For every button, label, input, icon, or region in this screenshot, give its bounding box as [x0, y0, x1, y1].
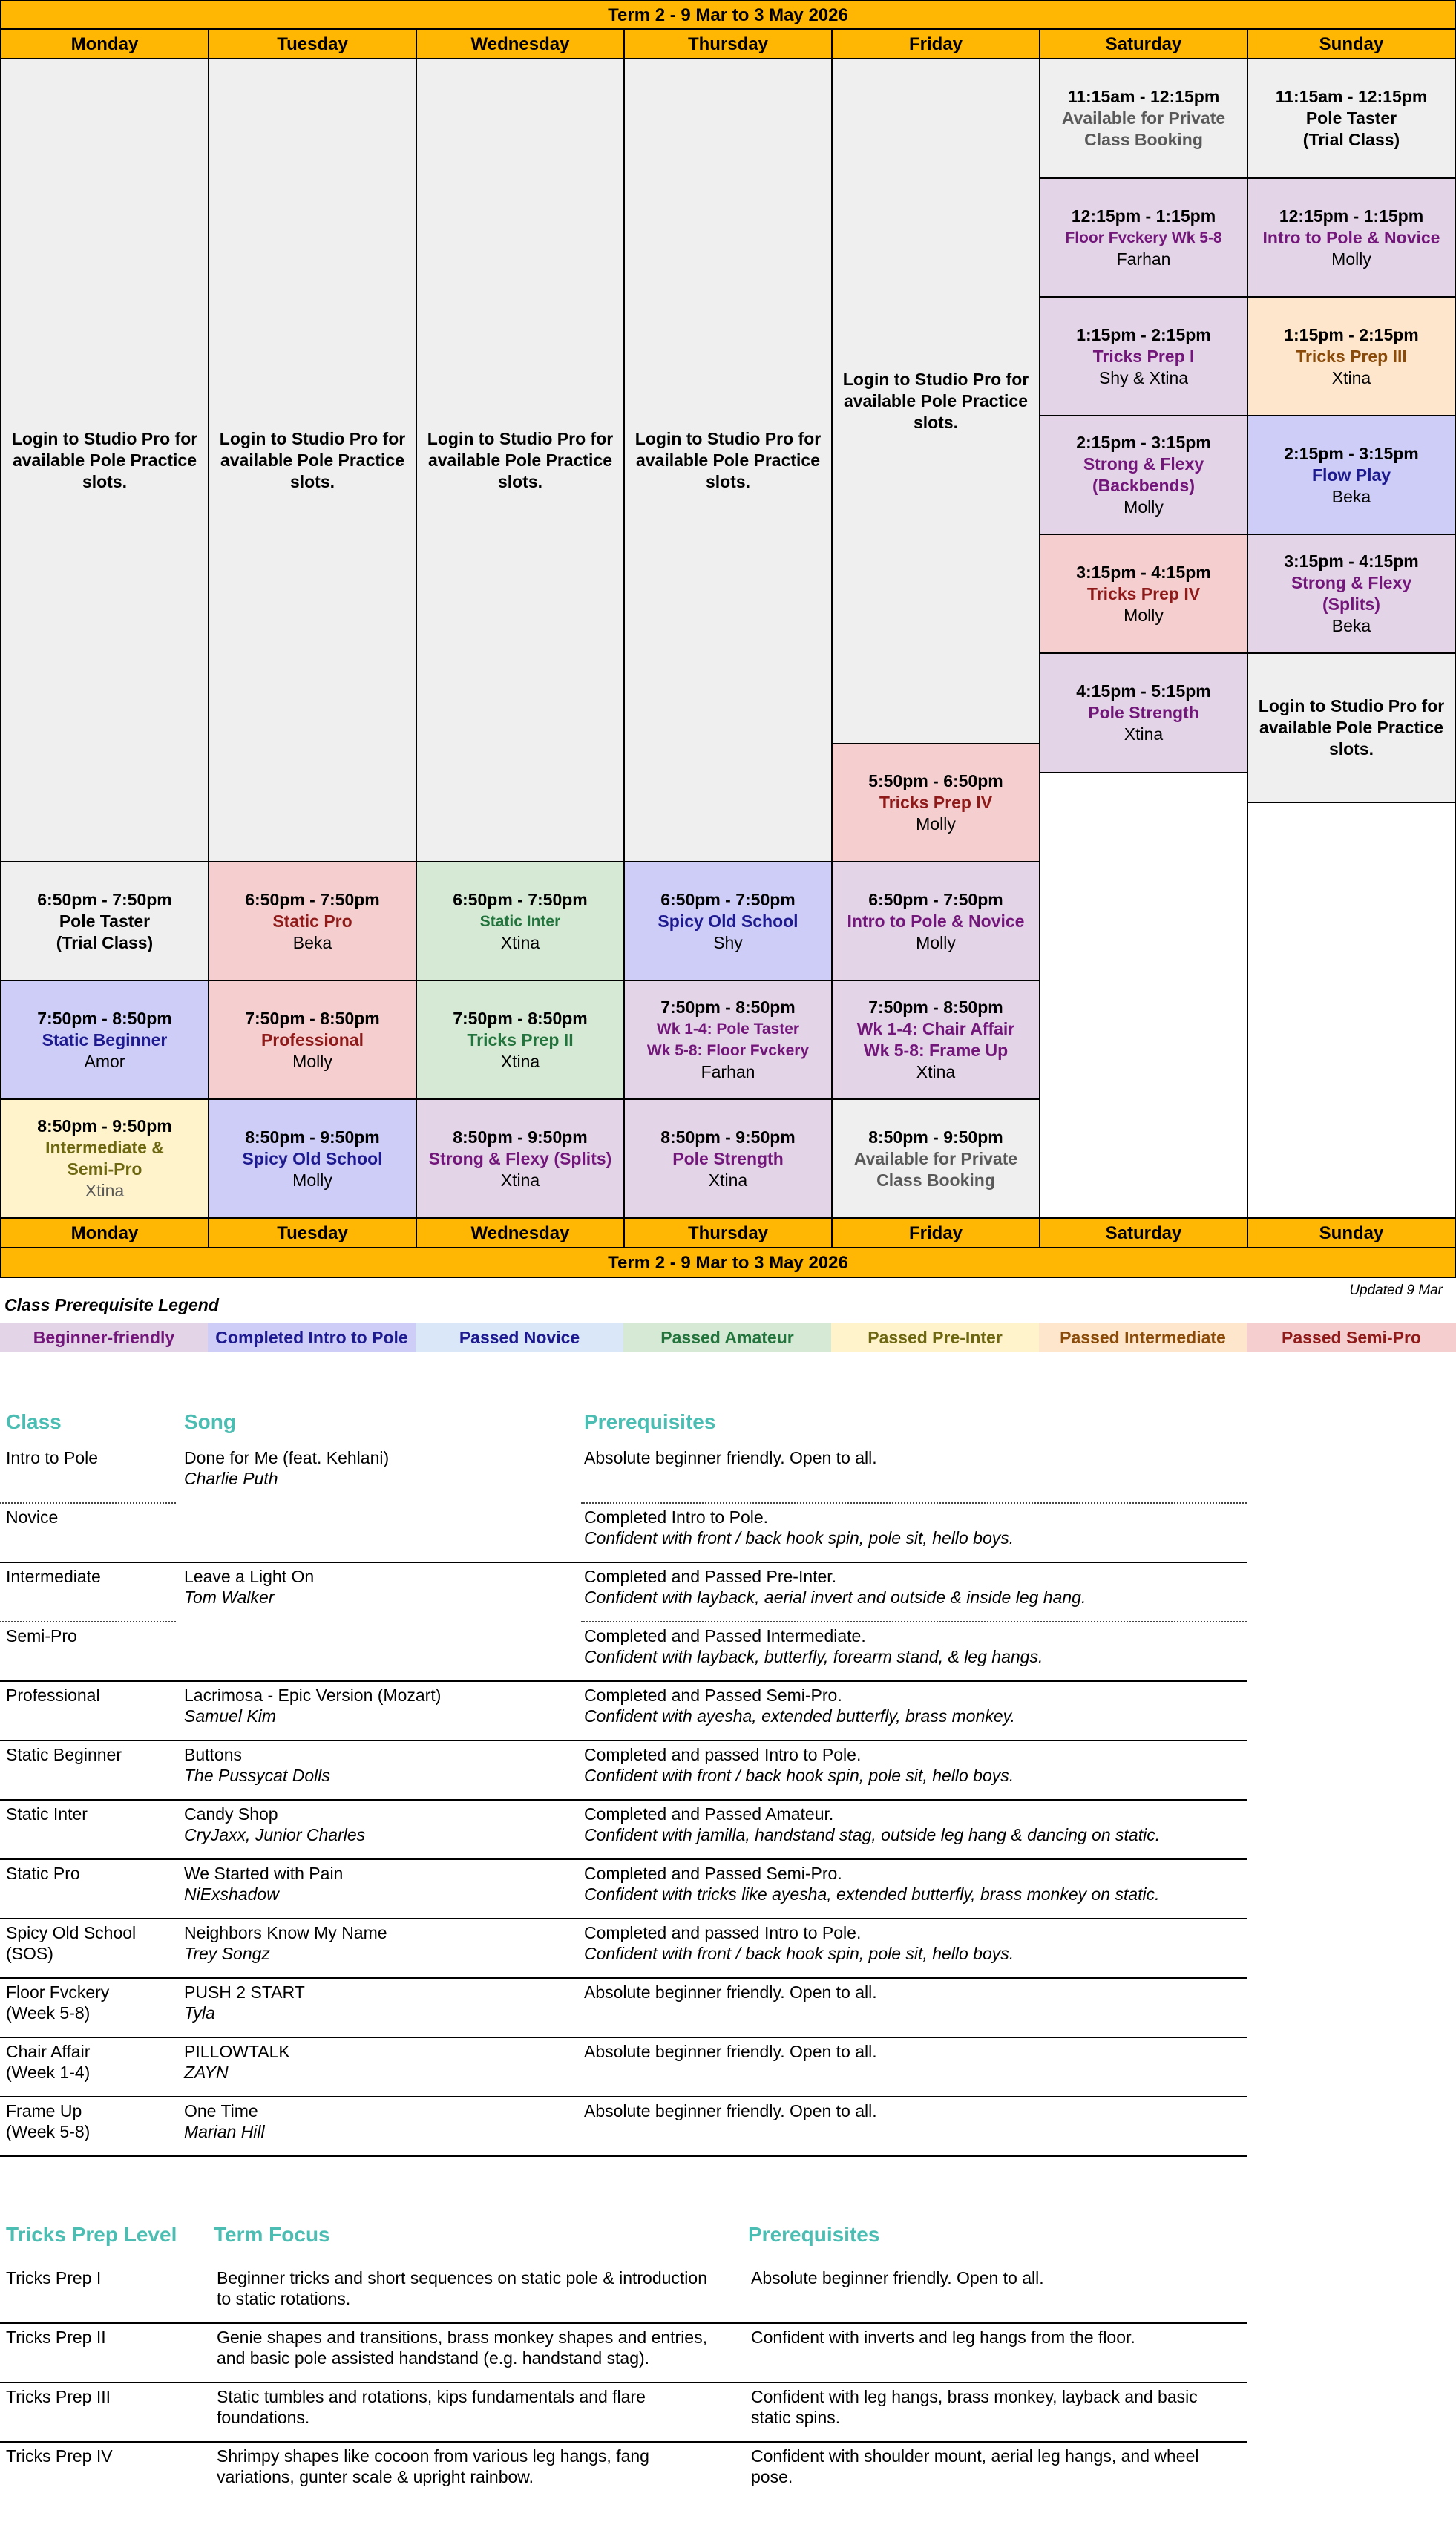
class-name-line2: (Week 5-8) — [6, 2003, 91, 2023]
table-row — [0, 1447, 1262, 1507]
table-row — [0, 1982, 1262, 2041]
class-name: Available for Private — [1061, 108, 1226, 128]
term-focus-line2: variations, gunter scale & upright rainbow. — [217, 2467, 534, 2486]
class-cell[interactable] — [1247, 58, 1456, 179]
row-divider — [0, 1680, 1247, 1682]
class-name: Frame Up — [6, 2101, 82, 2120]
song-artist: Tom Walker — [184, 1588, 275, 1607]
class-name-line2: (Splits) — [1322, 595, 1380, 614]
class-name: Strong & Flexy — [1291, 573, 1412, 592]
prerequisite-detail: Confident with front / back hook spin, pole sit, hello boys. — [584, 1766, 1014, 1785]
song-title: One Time — [184, 2101, 258, 2120]
term-focus: Shrimpy shapes like cocoon from various leg hangs, fang — [217, 2446, 649, 2466]
class-cell[interactable] — [416, 861, 625, 981]
empty-cell-sunday — [1247, 802, 1456, 1219]
term-focus: Genie shapes and transitions, brass monkey shapes and entries, — [217, 2328, 707, 2347]
class-name-line2: Class Booking — [876, 1170, 995, 1190]
class-time: 8:50pm - 9:50pm — [37, 1116, 172, 1136]
column-header-term-focus: Term Focus — [214, 2223, 330, 2246]
song-title: Lacrimosa - Epic Version (Mozart) — [184, 1686, 442, 1705]
class-time: 6:50pm - 7:50pm — [660, 889, 796, 909]
day-header-thursday: Thursday — [623, 28, 833, 59]
row-divider — [581, 1502, 1247, 1504]
prerequisite-detail: Confident with layback, butterfly, forearm stand, & leg hangs. — [584, 1647, 1043, 1666]
song-artist: The Pussycat Dolls — [184, 1766, 330, 1785]
class-instructor: Farhan — [701, 1062, 755, 1081]
prerequisite: Absolute beginner friendly. Open to all. — [751, 2268, 1044, 2287]
tricks-level: Tricks Prep IV — [6, 2446, 113, 2466]
class-time: 5:50pm - 6:50pm — [868, 771, 1003, 790]
class-cell[interactable] — [416, 980, 625, 1100]
table-row — [0, 1685, 1262, 1744]
column-header-prerequisites: Prerequisites — [584, 1410, 716, 1433]
prerequisite: Absolute beginner friendly. Open to all. — [584, 1982, 877, 2002]
class-cell[interactable] — [623, 1098, 833, 1219]
login-cell-wednesday — [416, 58, 625, 862]
prerequisite: Absolute beginner friendly. Open to all. — [584, 2101, 877, 2120]
class-cell[interactable] — [208, 861, 417, 981]
row-divider — [0, 1799, 1247, 1801]
class-name: Static Inter — [479, 912, 561, 930]
class-instructor: Molly — [916, 932, 956, 952]
term-focus: Static tumbles and rotations, kips fundamentals and flare — [217, 2387, 646, 2406]
class-time: 6:50pm - 7:50pm — [868, 889, 1003, 909]
class-time: 2:15pm - 3:15pm — [1284, 443, 1419, 463]
prerequisite: Completed and Passed Amateur. — [584, 1804, 834, 1824]
class-name-line2: (Trial Class) — [56, 932, 154, 952]
tricks-level: Tricks Prep I — [6, 2268, 102, 2287]
class-cell[interactable] — [1247, 534, 1456, 654]
row-divider — [0, 1858, 579, 1860]
class-name-line2: Wk 5-8: Floor Fvckery — [646, 1042, 810, 1059]
day-footer-saturday: Saturday — [1039, 1217, 1248, 1248]
class-time: 8:50pm - 9:50pm — [245, 1127, 380, 1147]
prerequisite-detail: Confident with front / back hook spin, pole sit, hello boys. — [584, 1528, 1014, 1548]
login-text: Login to Studio Pro for available Pole Practice slots. — [219, 428, 406, 491]
legend-item: Completed Intro to Pole — [208, 1323, 416, 1352]
class-cell[interactable] — [1039, 58, 1248, 179]
class-name: Intro to Pole & Novice — [847, 911, 1025, 931]
class-name-line2: (Week 5-8) — [6, 2122, 91, 2141]
class-name-line2: Semi-Pro — [67, 1159, 142, 1179]
class-time: 3:15pm - 4:15pm — [1076, 562, 1211, 582]
row-divider — [0, 1562, 1247, 1563]
table-row — [0, 1804, 1262, 1863]
class-cell[interactable] — [1039, 415, 1248, 535]
table-row — [0, 2267, 1262, 2327]
class-instructor: Xtina — [1124, 724, 1164, 744]
table-row — [0, 1744, 1262, 1804]
class-instructor: Xtina — [85, 1181, 125, 1200]
prerequisite-line2: static spins. — [751, 2408, 841, 2427]
term-focus-line2: and basic pole assisted handstand (e.g. handstand stag). — [217, 2348, 650, 2368]
updated-note: Updated 9 Mar — [1349, 1283, 1443, 1298]
column-header-tricks-level: Tricks Prep Level — [6, 2223, 177, 2246]
class-name: Pole Strength — [1088, 703, 1199, 722]
class-name: Wk 1-4: Chair Affair — [856, 1019, 1015, 1038]
class-name: Semi-Pro — [6, 1626, 77, 1645]
class-time: 7:50pm - 8:50pm — [453, 1008, 588, 1028]
class-name: Chair Affair — [6, 2042, 91, 2061]
class-instructor: Molly — [292, 1170, 332, 1190]
class-name: Strong & Flexy — [1083, 454, 1204, 474]
class-name: Intro to Pole — [6, 1448, 99, 1467]
class-name: Novice — [6, 1507, 59, 1527]
class-time: 7:50pm - 8:50pm — [245, 1008, 380, 1028]
class-cell[interactable] — [623, 980, 833, 1100]
column-header-song: Song — [184, 1410, 236, 1433]
row-divider — [0, 1740, 1247, 1741]
day-header-saturday: Saturday — [1039, 28, 1248, 59]
class-time: 8:50pm - 9:50pm — [453, 1127, 588, 1147]
class-instructor: Amor — [84, 1051, 125, 1071]
class-instructor: Xtina — [500, 1051, 540, 1071]
class-cell[interactable] — [1247, 177, 1456, 298]
class-cell[interactable] — [416, 1098, 625, 1219]
class-name: Intermediate & — [45, 1138, 164, 1157]
table-row — [0, 2446, 1262, 2505]
class-name: Floor Fvckery Wk 5-8 — [1065, 229, 1222, 246]
prerequisite: Completed and Passed Semi-Pro. — [584, 1686, 842, 1705]
class-instructor: Molly — [1124, 605, 1164, 625]
class-name: Professional — [6, 1686, 100, 1705]
row-divider — [0, 1918, 1247, 1919]
login-cell-thursday — [623, 58, 833, 862]
prerequisite: Completed and passed Intro to Pole. — [584, 1923, 862, 1942]
login-text: Login to Studio Pro for available Pole Practice slots. — [634, 428, 822, 491]
login-text: Login to Studio Pro for available Pole Practice slots. — [11, 428, 198, 491]
day-footer-monday: Monday — [0, 1217, 209, 1248]
table-row — [0, 1507, 1262, 1566]
empty-cell-saturday — [1039, 772, 1248, 1219]
prerequisite-detail: Confident with jamilla, handstand stag, outside leg hang & dancing on static. — [584, 1825, 1161, 1844]
prerequisite: Confident with shoulder mount, aerial leg hangs, and wheel — [751, 2446, 1199, 2466]
song-title: Neighbors Know My Name — [184, 1923, 387, 1942]
class-time: 6:50pm - 7:50pm — [453, 889, 588, 909]
day-header-wednesday: Wednesday — [416, 28, 625, 59]
song-title: PILLOWTALK — [184, 2042, 290, 2061]
class-instructor: Xtina — [916, 1062, 956, 1081]
class-time: 1:15pm - 2:15pm — [1284, 324, 1419, 344]
class-time: 7:50pm - 8:50pm — [660, 998, 796, 1017]
class-time: 6:50pm - 7:50pm — [245, 889, 380, 909]
song-title: Candy Shop — [184, 1804, 278, 1824]
row-divider — [0, 2155, 1247, 2157]
class-cell[interactable] — [0, 1098, 209, 1219]
song-artist: CryJaxx, Junior Charles — [184, 1825, 366, 1844]
class-name: Static Pro — [272, 911, 352, 931]
class-name: Strong & Flexy (Splits) — [428, 1148, 612, 1168]
class-cell[interactable] — [831, 743, 1040, 862]
class-name: Pole Taster — [1305, 108, 1397, 128]
song-artist: Trey Songz — [184, 1944, 270, 1963]
legend-item: Passed Amateur — [623, 1323, 831, 1352]
class-time: 12:15pm - 1:15pm — [1279, 206, 1424, 226]
class-instructor: Xtina — [500, 932, 540, 952]
prerequisite: Absolute beginner friendly. Open to all. — [584, 2042, 877, 2061]
class-time: 4:15pm - 5:15pm — [1076, 681, 1211, 701]
tricks-level: Tricks Prep III — [6, 2387, 111, 2406]
login-text: Login to Studio Pro for available Pole Practice slots. — [842, 370, 1029, 432]
class-cell[interactable] — [0, 861, 209, 981]
class-cell[interactable] — [1247, 415, 1456, 535]
login-cell-friday — [831, 58, 1040, 744]
day-footer-wednesday: Wednesday — [416, 1217, 625, 1248]
term-focus-line2: to static rotations. — [217, 2289, 351, 2308]
day-header-tuesday: Tuesday — [208, 28, 417, 59]
class-cell[interactable] — [1039, 177, 1248, 298]
class-instructor: Beka — [292, 932, 332, 952]
table-row — [0, 2327, 1262, 2386]
day-footer-tuesday: Tuesday — [208, 1217, 417, 1248]
column-header-class: Class — [6, 1410, 62, 1433]
class-cell[interactable] — [1247, 296, 1456, 416]
class-name: Static Inter — [6, 1804, 88, 1824]
class-time: 7:50pm - 8:50pm — [868, 998, 1003, 1017]
prerequisite-detail: Confident with layback, aerial invert and outside & inside leg hang. — [584, 1588, 1086, 1607]
class-name: Tricks Prep I — [1092, 346, 1195, 366]
song-title: PUSH 2 START — [184, 1982, 305, 2002]
class-cell[interactable] — [0, 980, 209, 1100]
row-divider — [0, 2322, 1247, 2324]
row-divider — [581, 1621, 1247, 1622]
login-text: Login to Studio Pro for available Pole Practice slots. — [427, 428, 614, 491]
class-instructor: Molly — [1331, 249, 1371, 269]
class-cell[interactable] — [1039, 296, 1248, 416]
song-title: Leave a Light On — [184, 1567, 315, 1586]
prerequisite: Completed and passed Intro to Pole. — [584, 1745, 862, 1764]
table-row — [0, 1922, 1262, 1982]
term-focus: Beginner tricks and short sequences on static pole & introduction — [217, 2268, 707, 2287]
row-divider — [0, 1621, 176, 1622]
legend-item: Beginner-friendly — [0, 1323, 208, 1352]
class-name: Tricks Prep IV — [879, 793, 993, 812]
prerequisite: Completed and Passed Pre-Inter. — [584, 1567, 837, 1586]
day-footer-friday: Friday — [831, 1217, 1040, 1248]
class-instructor: Shy — [713, 932, 743, 952]
class-time: 11:15am - 12:15pm — [1067, 87, 1220, 106]
table-row — [0, 1625, 1262, 1685]
prerequisite-line2: pose. — [751, 2467, 793, 2486]
prerequisite-detail: Confident with tricks like ayesha, extended butterfly, brass monkey on static. — [584, 1884, 1160, 1904]
song-artist: NiExshadow — [184, 1884, 279, 1904]
class-instructor: Beka — [1331, 486, 1371, 506]
class-name: Pole Strength — [672, 1148, 784, 1168]
prerequisite: Confident with inverts and leg hangs from the floor. — [751, 2328, 1135, 2347]
legend — [0, 1323, 1456, 1352]
class-name-line2: Wk 5-8: Frame Up — [863, 1041, 1009, 1060]
class-name: Available for Private — [853, 1148, 1018, 1168]
column-header-prerequisites: Prerequisites — [748, 2223, 880, 2246]
class-cell[interactable] — [208, 980, 417, 1100]
class-instructor: Farhan — [1116, 249, 1171, 269]
class-instructor: Xtina — [708, 1170, 748, 1190]
class-time: 8:50pm - 9:50pm — [660, 1127, 796, 1147]
song-title: Done for Me (feat. Kehlani) — [184, 1448, 390, 1467]
class-cell[interactable] — [831, 980, 1040, 1100]
song-artist: Samuel Kim — [184, 1706, 276, 1726]
class-name: Static Beginner — [42, 1029, 168, 1049]
row-divider — [0, 1977, 1247, 1979]
class-name: Wk 1-4: Pole Taster — [656, 1021, 800, 1038]
class-name: Flow Play — [1311, 465, 1391, 485]
prerequisite-detail: Confident with ayesha, extended butterfly, brass monkey. — [584, 1706, 1015, 1726]
class-time: 11:15am - 12:15pm — [1275, 87, 1428, 106]
class-name: Intro to Pole & Novice — [1262, 227, 1440, 247]
legend-title: Class Prerequisite Legend — [4, 1295, 219, 1314]
prerequisite: Completed and Passed Semi-Pro. — [584, 1864, 842, 1883]
prerequisite: Confident with leg hangs, brass monkey, layback and basic — [751, 2387, 1198, 2406]
day-footer-thursday: Thursday — [623, 1217, 833, 1248]
song-artist: Marian Hill — [184, 2122, 265, 2141]
row-divider — [0, 2096, 1247, 2097]
day-footer-sunday: Sunday — [1247, 1217, 1456, 1248]
class-instructor: Beka — [1331, 616, 1371, 635]
table-row — [0, 1566, 1262, 1625]
class-cell[interactable] — [623, 861, 833, 981]
song-artist: Tyla — [184, 2003, 215, 2023]
tricks-level: Tricks Prep II — [6, 2328, 106, 2347]
prerequisite-detail: Confident with front / back hook spin, pole sit, hello boys. — [584, 1944, 1014, 1963]
term-title-top: Term 2 - 9 Mar to 3 May 2026 — [0, 0, 1456, 30]
class-time: 2:15pm - 3:15pm — [1076, 433, 1211, 452]
row-divider — [0, 2441, 1247, 2443]
song-artist: Charlie Puth — [184, 1469, 278, 1488]
class-name: Spicy Old School — [242, 1148, 383, 1168]
class-time: 8:50pm - 9:50pm — [868, 1127, 1003, 1147]
class-instructor: Molly — [1124, 497, 1164, 517]
class-cell[interactable] — [1039, 652, 1248, 773]
row-divider — [0, 2382, 1247, 2383]
class-instructor: Molly — [916, 814, 956, 834]
class-name: Professional — [260, 1029, 364, 1049]
song-artist: ZAYN — [184, 2063, 229, 2082]
class-time: 3:15pm - 4:15pm — [1284, 551, 1419, 571]
class-cell[interactable] — [831, 1098, 1040, 1219]
class-name: Intermediate — [6, 1567, 101, 1586]
term-title-bottom: Term 2 - 9 Mar to 3 May 2026 — [0, 1247, 1456, 1278]
login-cell-tuesday — [208, 58, 417, 862]
class-instructor: Xtina — [500, 1170, 540, 1190]
legend-item: Passed Pre-Inter — [831, 1323, 1039, 1352]
class-name: Tricks Prep III — [1296, 346, 1407, 366]
prerequisite: Absolute beginner friendly. Open to all. — [584, 1448, 877, 1467]
class-time: 7:50pm - 8:50pm — [37, 1008, 172, 1028]
day-header-sunday: Sunday — [1247, 28, 1456, 59]
term-focus-line2: foundations. — [217, 2408, 310, 2427]
class-cell[interactable] — [831, 861, 1040, 981]
login-cell-sunday — [1247, 652, 1456, 803]
table-row — [0, 1863, 1262, 1922]
legend-item: Passed Novice — [416, 1323, 623, 1352]
class-time: 6:50pm - 7:50pm — [37, 889, 172, 909]
class-name: Spicy Old School — [6, 1923, 137, 1942]
class-time: 12:15pm - 1:15pm — [1071, 206, 1216, 226]
class-name: Tricks Prep II — [467, 1029, 574, 1049]
day-header-friday: Friday — [831, 28, 1040, 59]
class-name-line2: (Week 1-4) — [6, 2063, 91, 2082]
class-name: Tricks Prep IV — [1086, 583, 1201, 603]
class-cell[interactable] — [1039, 534, 1248, 654]
table-row — [0, 2100, 1262, 2160]
login-cell-monday — [0, 58, 209, 862]
prerequisite: Completed Intro to Pole. — [584, 1507, 769, 1527]
class-name-line2: (SOS) — [6, 1944, 53, 1963]
prerequisite: Completed and Passed Intermediate. — [584, 1626, 866, 1645]
class-name-line2: (Backbends) — [1092, 476, 1196, 495]
class-instructor: Xtina — [1331, 367, 1371, 387]
class-instructor: Shy & Xtina — [1098, 367, 1189, 387]
row-divider — [0, 1502, 176, 1504]
song-title: Buttons — [184, 1745, 242, 1764]
class-time: 1:15pm - 2:15pm — [1076, 324, 1211, 344]
login-text: Login to Studio Pro for available Pole Practice slots. — [1258, 696, 1445, 759]
class-name: Spicy Old School — [658, 911, 798, 931]
day-header-monday: Monday — [0, 28, 209, 59]
class-cell[interactable] — [208, 1098, 417, 1219]
row-divider — [579, 1858, 1247, 1860]
song-title: We Started with Pain — [184, 1864, 344, 1883]
table-row — [0, 2386, 1262, 2446]
class-name: Pole Taster — [59, 911, 151, 931]
table-row — [0, 2041, 1262, 2100]
class-instructor: Molly — [292, 1051, 332, 1071]
class-name-line2: Class Booking — [1084, 130, 1203, 149]
class-name: Static Beginner — [6, 1745, 122, 1764]
row-divider — [0, 2037, 1247, 2038]
legend-item: Passed Semi-Pro — [1247, 1323, 1456, 1352]
class-name-line2: (Trial Class) — [1302, 130, 1400, 149]
class-name: Floor Fvckery — [6, 1982, 110, 2002]
class-name: Static Pro — [6, 1864, 80, 1883]
legend-item: Passed Intermediate — [1039, 1323, 1247, 1352]
